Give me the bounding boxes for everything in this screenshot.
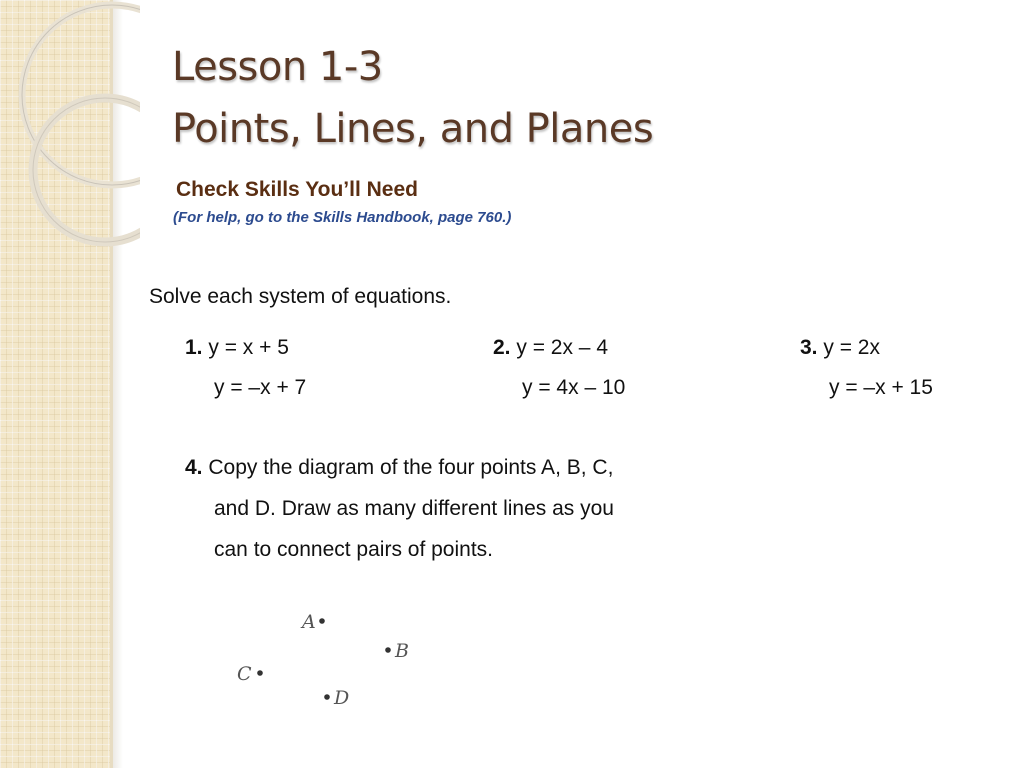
problem-number: 2. — [493, 336, 511, 359]
problem-number: 4. — [185, 456, 203, 479]
equation-1: y = 2x – 4 — [516, 336, 608, 359]
equation-1: y = x + 5 — [208, 336, 289, 359]
problem-2 — [493, 328, 625, 408]
problem-number: 1. — [185, 336, 203, 359]
slide-title — [172, 36, 653, 160]
point-label-c: C — [237, 663, 252, 685]
task-line-1: Copy the diagram of the four points A, B, C, — [208, 456, 614, 479]
point-label-d: D — [334, 687, 350, 709]
task-line-2: and D. Draw as many different lines as you — [214, 497, 614, 520]
point-a-dot — [319, 618, 325, 624]
equation-2: y = –x + 7 — [214, 376, 307, 399]
problem-3 — [800, 328, 933, 408]
points-diagram — [220, 600, 440, 720]
equation-2: y = –x + 15 — [829, 376, 933, 399]
decorative-rings — [0, 0, 140, 260]
problem-1 — [185, 328, 306, 408]
point-c-dot — [257, 670, 263, 676]
equation-2: y = 4x – 10 — [522, 376, 626, 399]
problem-4 — [185, 447, 745, 570]
help-note: (For help, go to the Skills Handbook, page 760.) — [173, 209, 512, 226]
problem-number: 3. — [800, 336, 818, 359]
point-label-b: B — [395, 640, 409, 662]
point-d-dot — [324, 694, 330, 700]
point-label-a: A — [302, 611, 316, 633]
point-b-dot — [385, 647, 391, 653]
title-line-1: Lesson 1-3 — [172, 44, 383, 90]
instruction-text: Solve each system of equations. — [149, 285, 452, 308]
section-heading: Check Skills You’ll Need — [176, 178, 418, 201]
task-line-3: can to connect pairs of points. — [214, 538, 493, 561]
equation-1: y = 2x — [823, 336, 880, 359]
title-line-2: Points, Lines, and Planes — [172, 106, 654, 152]
